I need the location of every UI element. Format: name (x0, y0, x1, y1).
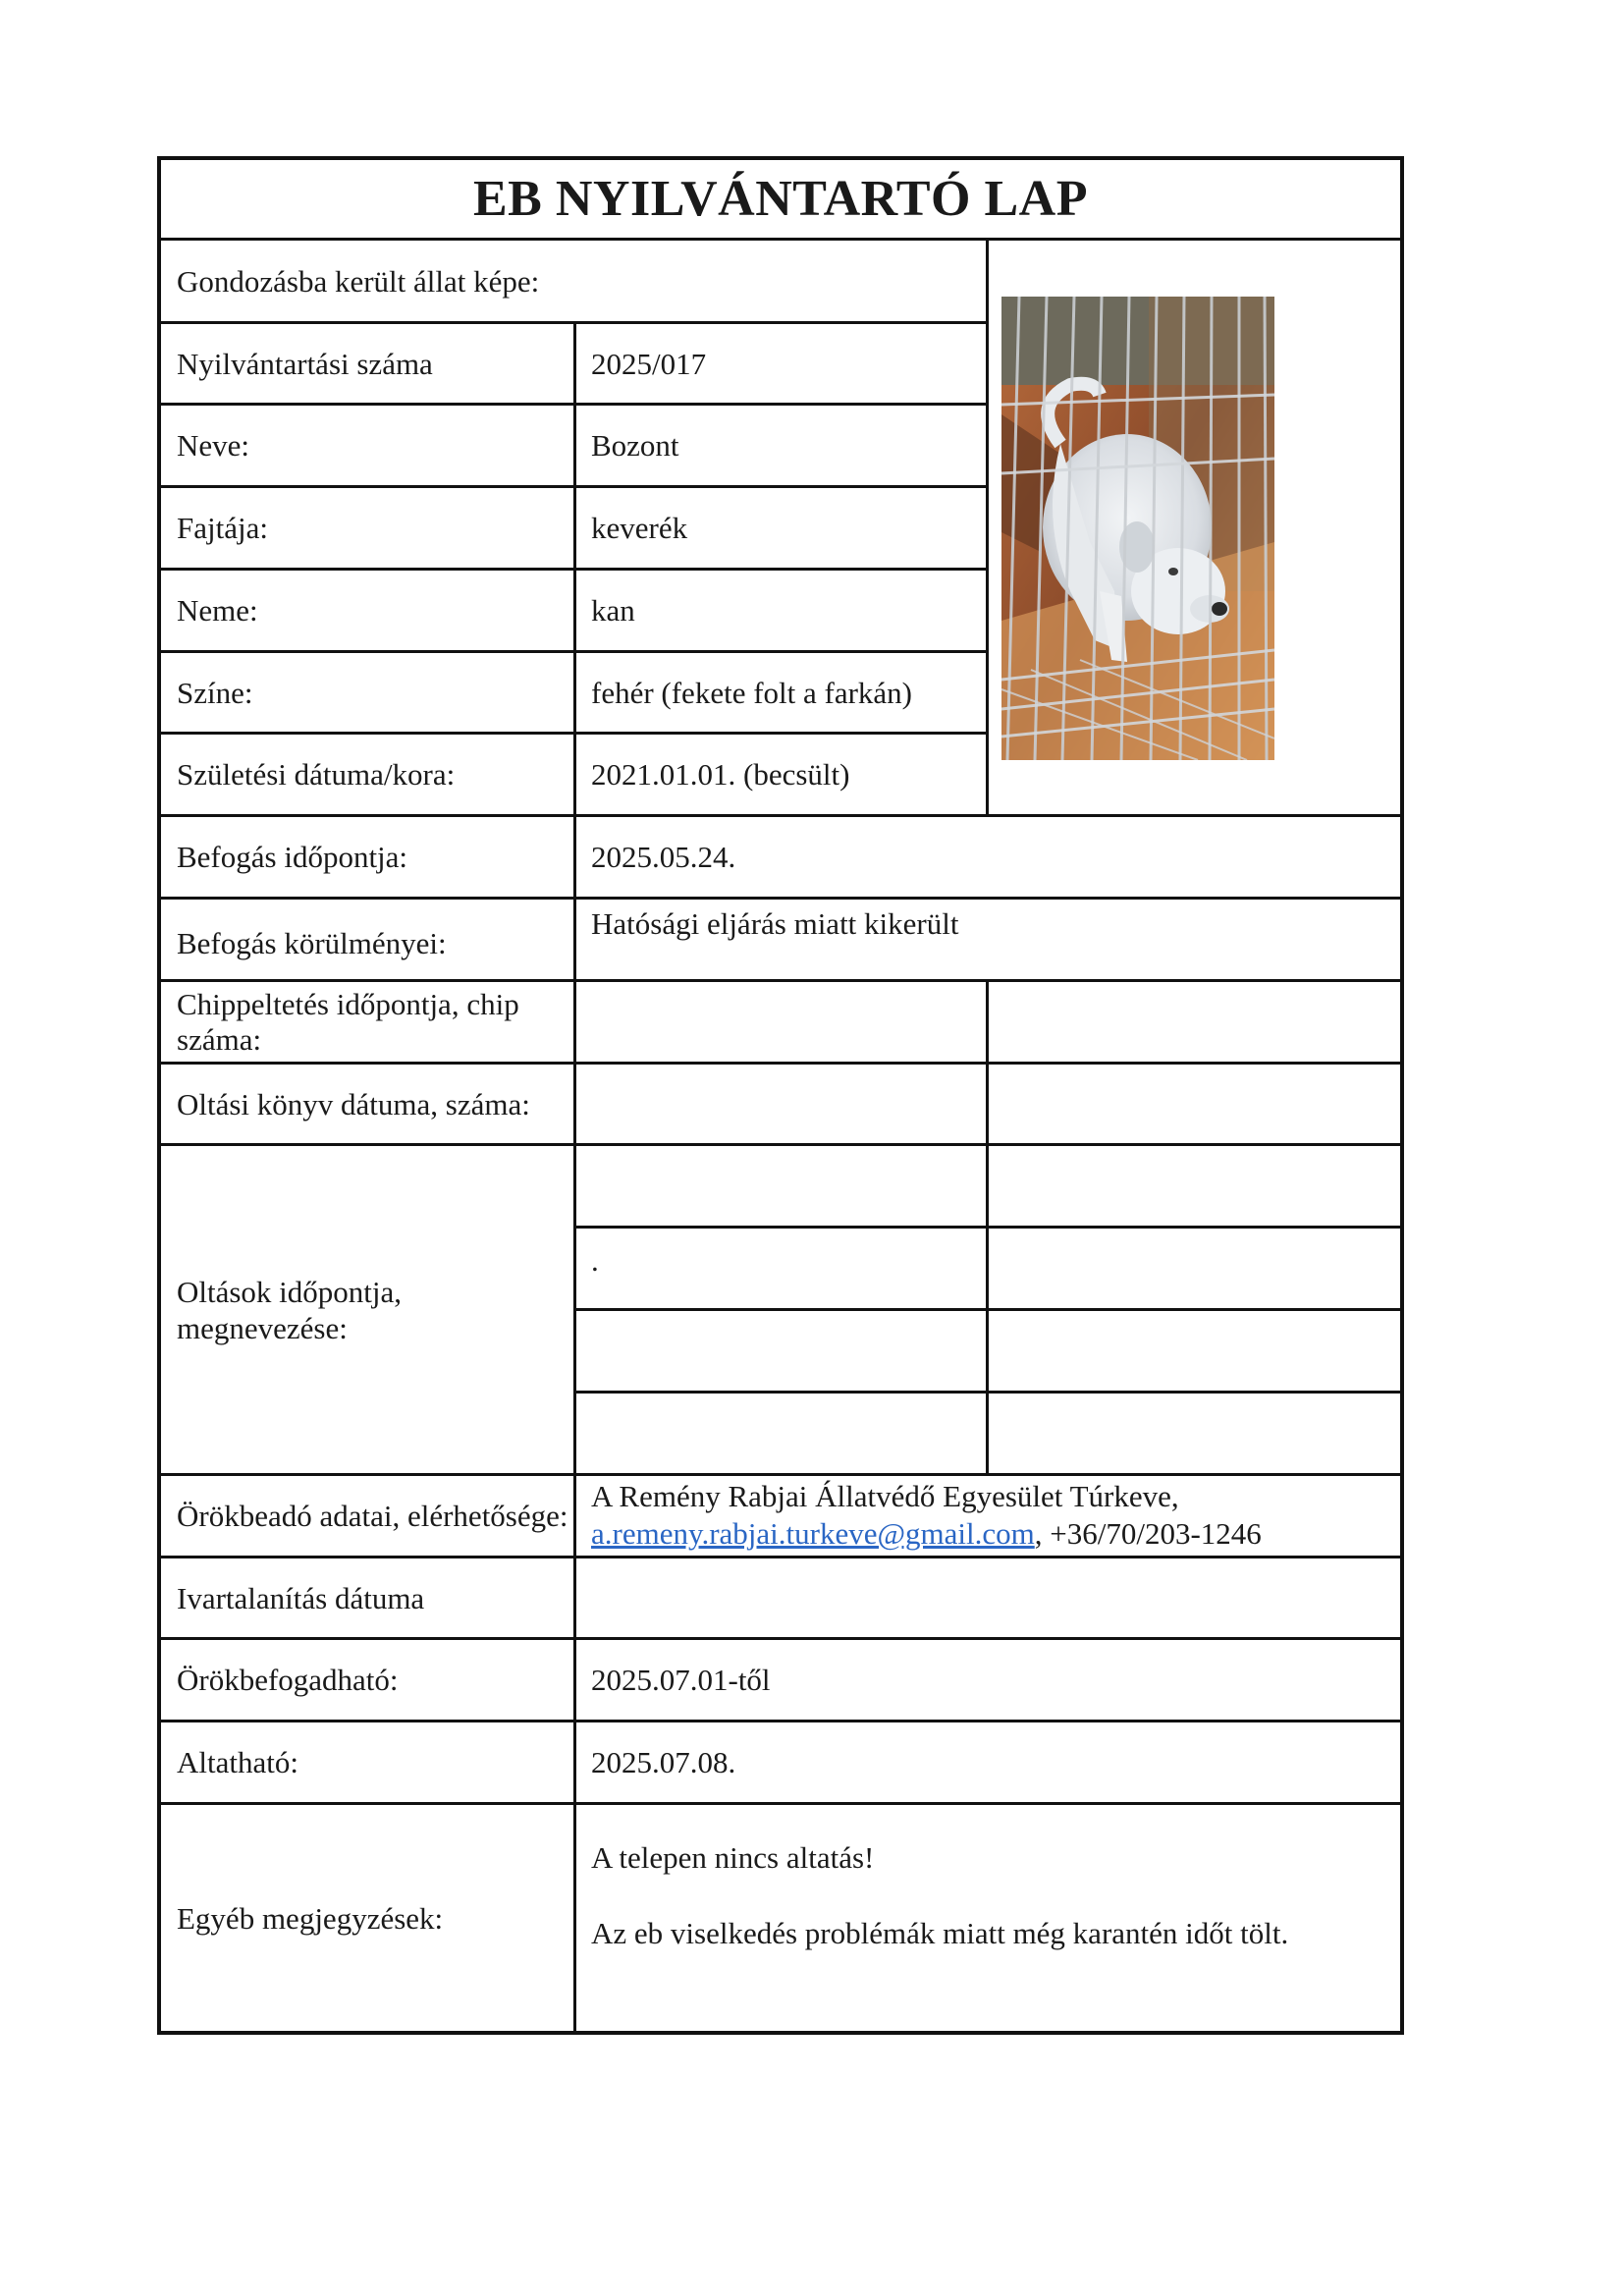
notes-value (576, 1805, 1400, 2031)
birth-date-label: Születési dátuma/kora: (177, 757, 456, 792)
euthanizable-value: 2025.07.08. (591, 1745, 736, 1779)
vaccination-row-3-name (989, 1311, 1400, 1391)
vaccination-book-date-value (576, 1065, 986, 1143)
notes-label: Egyéb megjegyzések: (177, 1900, 444, 1936)
adopter-org: A Remény Rabjai Állatvédő Egyesület Túrkeve, (591, 1479, 1179, 1513)
name-value: Bozont (591, 428, 679, 463)
table-border-bottom (157, 2031, 1404, 2035)
adopter-contact-value (576, 1476, 1400, 1556)
notes-line-2: Az eb viselkedés problémák miatt még karantén időt tölt. (591, 1916, 1289, 1950)
photo-label: Gondozásba került állat képe: (177, 263, 540, 299)
neutering-date-label: Ivartalanítás dátuma (177, 1580, 425, 1615)
adopter-contact-label: Örökbeadó adatai, elérhetősége: (177, 1498, 568, 1533)
chip-number-value (989, 982, 1400, 1062)
name-label: Neve: (177, 428, 250, 463)
vaccination-book-label: Oltási könyv dátuma, száma: (177, 1086, 530, 1121)
vaccination-row-2-name (989, 1229, 1400, 1308)
notes-line-1: A telepen nincs altatás! (591, 1840, 875, 1875)
vaccination-row-4-date (576, 1394, 986, 1473)
table-border-right (1400, 156, 1404, 2035)
adoptable-label: Örökbefogadható: (177, 1663, 399, 1697)
chip-date-value (576, 982, 986, 1062)
capture-circumstances-value: Hatósági eljárás miatt kikerült (591, 906, 959, 941)
capture-circumstances-label: Befogás körülményei: (177, 926, 447, 960)
capture-date-label: Befogás időpontja: (177, 840, 408, 874)
vaccinations-label: Oltások időpontja, megnevezése: (177, 1274, 403, 1345)
registry-number-label: Nyilvántartási száma (177, 346, 433, 381)
adoptable-value: 2025.07.01-től (591, 1663, 771, 1697)
birth-date-value: 2021.01.01. (becsült) (591, 757, 850, 792)
chip-label: Chippeltetés időpontja, chip száma: (177, 986, 519, 1057)
column-divider-photo (986, 238, 989, 817)
vaccination-book-number-value (989, 1065, 1400, 1143)
registry-number-value: 2025/017 (591, 346, 707, 381)
color-label: Színe: (177, 675, 253, 710)
adopter-email-link[interactable]: a.remeny.rabjai.turkeve@gmail.com (591, 1516, 1035, 1551)
euthanizable-label: Altatható: (177, 1745, 298, 1779)
neutering-date-value (576, 1558, 1400, 1637)
vaccination-row-1-name (989, 1146, 1400, 1226)
sex-label: Neme: (177, 593, 258, 628)
breed-label: Fajtája: (177, 511, 268, 545)
dog-in-cage-photo (1001, 297, 1274, 760)
adopter-phone: , +36/70/203-1246 (1034, 1516, 1262, 1551)
vaccination-row-2-date: . (591, 1243, 599, 1278)
sex-value: kan (591, 593, 635, 628)
vaccination-row-4-name (989, 1394, 1400, 1473)
vaccination-row-3-date (576, 1311, 986, 1391)
color-value: fehér (fekete folt a farkán) (591, 675, 912, 710)
form-title: EB NYILVÁNTARTÓ LAP (472, 171, 1088, 227)
breed-value: keverék (591, 511, 688, 545)
vaccination-row-1-date (576, 1146, 986, 1226)
capture-date-value: 2025.05.24. (591, 840, 736, 874)
